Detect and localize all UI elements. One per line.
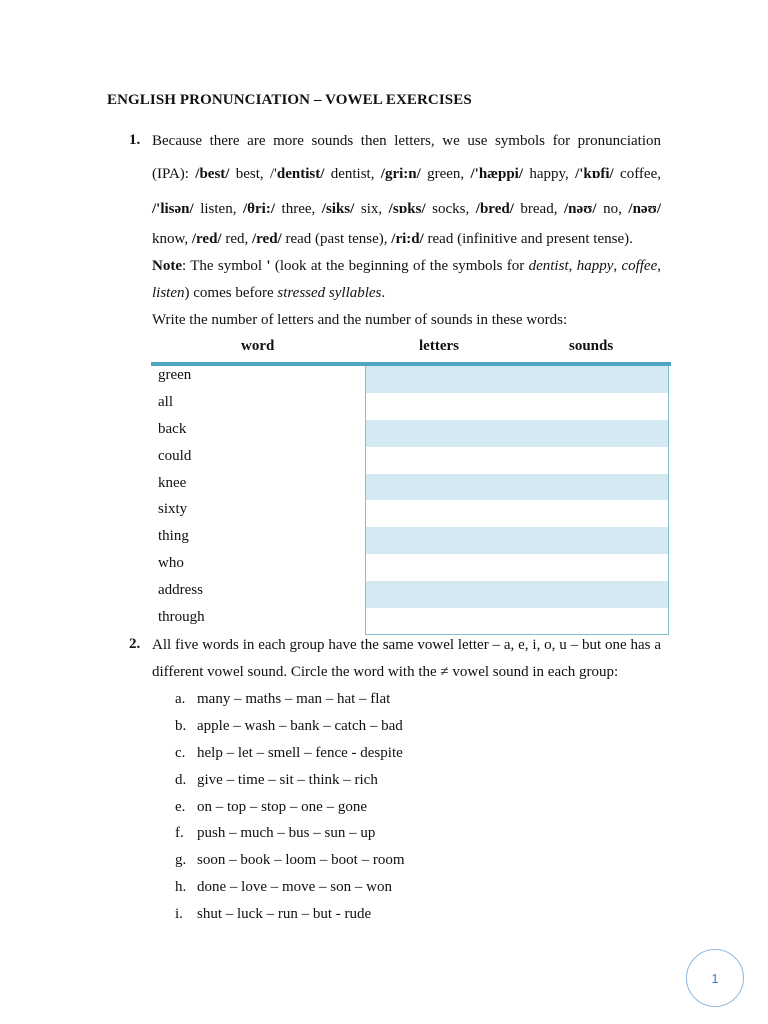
answer-cells[interactable] xyxy=(365,500,669,527)
answer-cells[interactable] xyxy=(365,366,669,393)
answer-cells[interactable] xyxy=(365,420,669,447)
row-word: could xyxy=(158,447,192,464)
list-item: g. soon – book – loom – boot – room xyxy=(175,852,405,868)
page-title: ENGLISH PRONUNCIATION – VOWEL EXERCISES xyxy=(107,92,472,108)
table-row xyxy=(152,366,669,393)
header-letters: letters xyxy=(419,338,459,354)
word-table xyxy=(152,366,669,635)
row-word: green xyxy=(158,367,192,383)
exercise-2-line-2: different vowel sound. Circle the word with the ≠ vowel sound in each group: xyxy=(152,664,619,680)
list-item: d. give – time – sit – think – rich xyxy=(175,772,378,788)
header-sounds: sounds xyxy=(569,338,614,354)
answer-cells[interactable] xyxy=(365,527,669,554)
exercise-1-line-4: know, /red/ red, /red/ read (past tense), /ri:d/ read (infinitive and present tense). xyxy=(152,231,633,247)
page-number-label: 1 xyxy=(711,970,719,986)
row-word: all xyxy=(158,393,173,410)
row-word: through xyxy=(158,609,205,626)
table-row xyxy=(152,474,669,501)
table-row xyxy=(152,393,669,420)
list-item: a. many – maths – man – hat – flat xyxy=(175,691,391,707)
answer-cells[interactable] xyxy=(365,554,669,581)
list-item: i. shut – luck – run – but - rude xyxy=(175,906,372,922)
list-item: h. done – love – move – son – won xyxy=(175,879,392,895)
table-row xyxy=(152,500,669,527)
list-item: b. apple – wash – bank – catch – bad xyxy=(175,718,403,734)
exercise-1-line-2: (IPA): /best/ best, /'dentist/ dentist, /gri:n/ green, /'hæppi/ happy, /'kɒfi/ coffee, xyxy=(152,166,661,182)
header-word: word xyxy=(241,338,275,354)
exercise-1-note-cont: listen) comes before stressed syllables. xyxy=(152,285,386,301)
list-item: c. help – let – smell – fence - despite xyxy=(175,745,403,761)
answer-cells[interactable] xyxy=(365,608,669,635)
exercise-1-instruction: Write the number of letters and the number of sounds in these words: xyxy=(152,312,568,328)
answer-cells[interactable] xyxy=(365,474,669,501)
answer-cells[interactable] xyxy=(365,581,669,608)
row-word: address xyxy=(158,582,203,599)
list-item: e. on – top – stop – one – gone xyxy=(175,799,367,815)
row-word: thing xyxy=(158,528,189,545)
table-row xyxy=(152,581,669,608)
answer-cells[interactable] xyxy=(365,393,669,420)
page-number xyxy=(686,949,744,1007)
exercise-1-number: 1. xyxy=(129,132,141,148)
table-row xyxy=(152,608,669,635)
row-word: sixty xyxy=(158,501,188,518)
table-row xyxy=(152,447,669,474)
row-word: knee xyxy=(158,474,187,491)
exercise-1-line-1: Because there are more sounds then letters, we use symbols for pronunciation xyxy=(152,133,661,149)
row-word: who xyxy=(158,555,184,572)
table-row xyxy=(152,420,669,447)
row-word: back xyxy=(158,420,187,437)
table-row xyxy=(152,554,669,581)
list-item: f. push – much – bus – sun – up xyxy=(175,825,376,841)
table-row xyxy=(152,527,669,554)
answer-cells[interactable] xyxy=(365,447,669,474)
exercise-1-line-3: /'lisən/ listen, /θri:/ three, /siks/ six, /sɒks/ socks, /bred/ bread, /nəʊ/ no, /nəʊ/ xyxy=(152,201,661,217)
table-header xyxy=(152,336,670,363)
exercise-2-line-1: All five words in each group have the same vowel letter – a, e, i, o, u – but one has a xyxy=(152,637,661,653)
exercise-1-note: Note: The symbol ' (look at the beginning of the symbols for dentist, happy, coffee, xyxy=(152,258,661,274)
exercise-2-number: 2. xyxy=(129,636,141,652)
